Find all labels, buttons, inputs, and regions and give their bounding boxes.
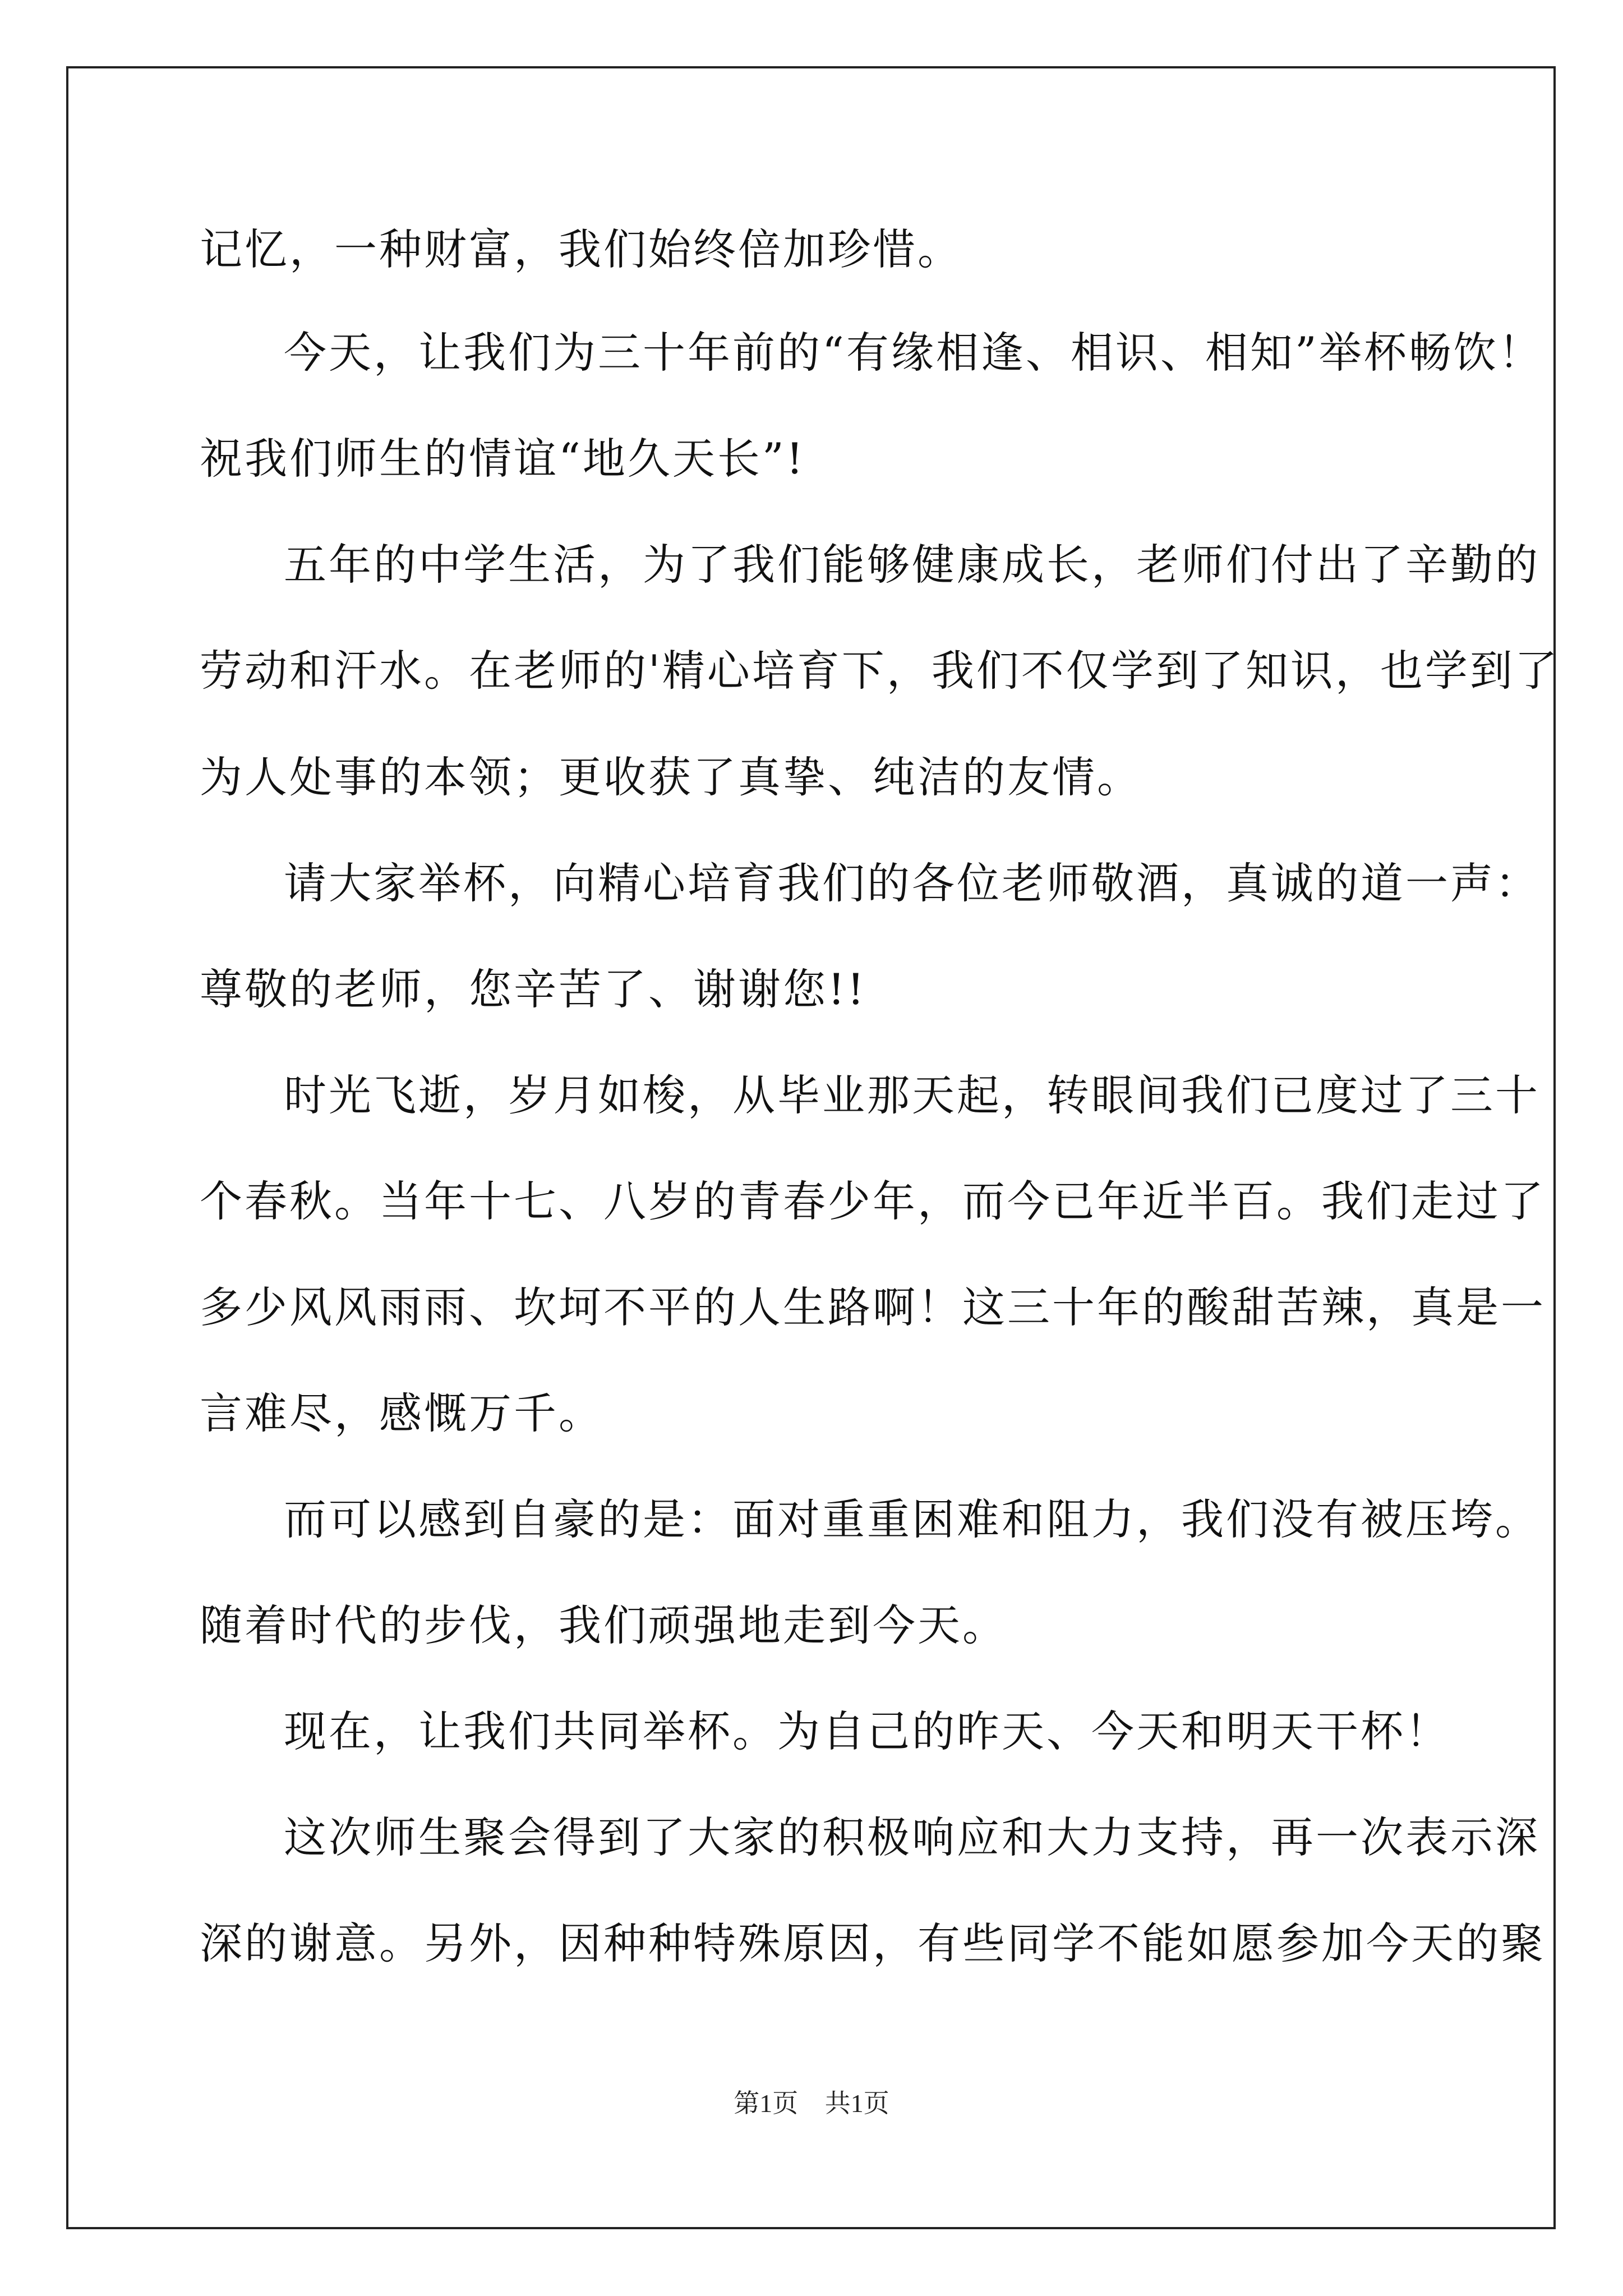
page-number: 第1页 [734, 2089, 799, 2118]
text-line: 个春秋。当年十七、八岁的青春少年，而今已年近半百。我们走过了 [200, 1176, 1546, 1226]
text-line: 五年的中学生活，为了我们能够健康成长，老师们付出了辛勤的 [284, 540, 1540, 590]
text-line: 现在，让我们共同举杯。为自己的昨天、今天和明天干杯！ [284, 1706, 1450, 1756]
page-border [66, 66, 1556, 2229]
text-line: 多少风风雨雨、坎坷不平的人生路啊！这三十年的酸甜苦辣，真是一 [200, 1282, 1546, 1332]
text-line: 请大家举杯，向精心培育我们的各位老师敬酒，真诚的道一声： [284, 858, 1540, 908]
text-line: 言难尽，感慨万千。 [200, 1388, 603, 1438]
text-line: 这次师生聚会得到了大家的积极响应和大力支持，再一次表示深 [284, 1812, 1540, 1862]
text-line: 祝我们师生的情谊“地久天长”! [200, 434, 806, 484]
text-line: 记忆，一种财富，我们始终倍加珍惜。 [200, 224, 962, 274]
text-line: 尊敬的老师，您辛苦了、谢谢您!! [200, 964, 867, 1014]
text-line: 深的谢意。另外，因种种特殊原因，有些同学不能如愿参加今天的聚 [200, 1918, 1546, 1968]
text-line: 今天，让我们为三十年前的“有缘相逢、相识、相知”举杯畅饮！ [284, 328, 1543, 378]
page-total: 共1页 [824, 2089, 889, 2118]
text-line: 而可以感到自豪的是：面对重重困难和阻力，我们没有被压垮。 [284, 1494, 1540, 1544]
text-line: 劳动和汗水。在老师的'精心培育下，我们不仅学到了知识，也学到了 [200, 646, 1560, 696]
text-line: 时光飞逝，岁月如梭，从毕业那天起，转眼间我们已度过了三十 [284, 1070, 1540, 1120]
text-line: 随着时代的步伐，我们顽强地走到今天。 [200, 1600, 1007, 1650]
text-line: 为人处事的本领；更收获了真挚、纯洁的友情。 [200, 752, 1142, 802]
page-footer [0, 2087, 1623, 2120]
